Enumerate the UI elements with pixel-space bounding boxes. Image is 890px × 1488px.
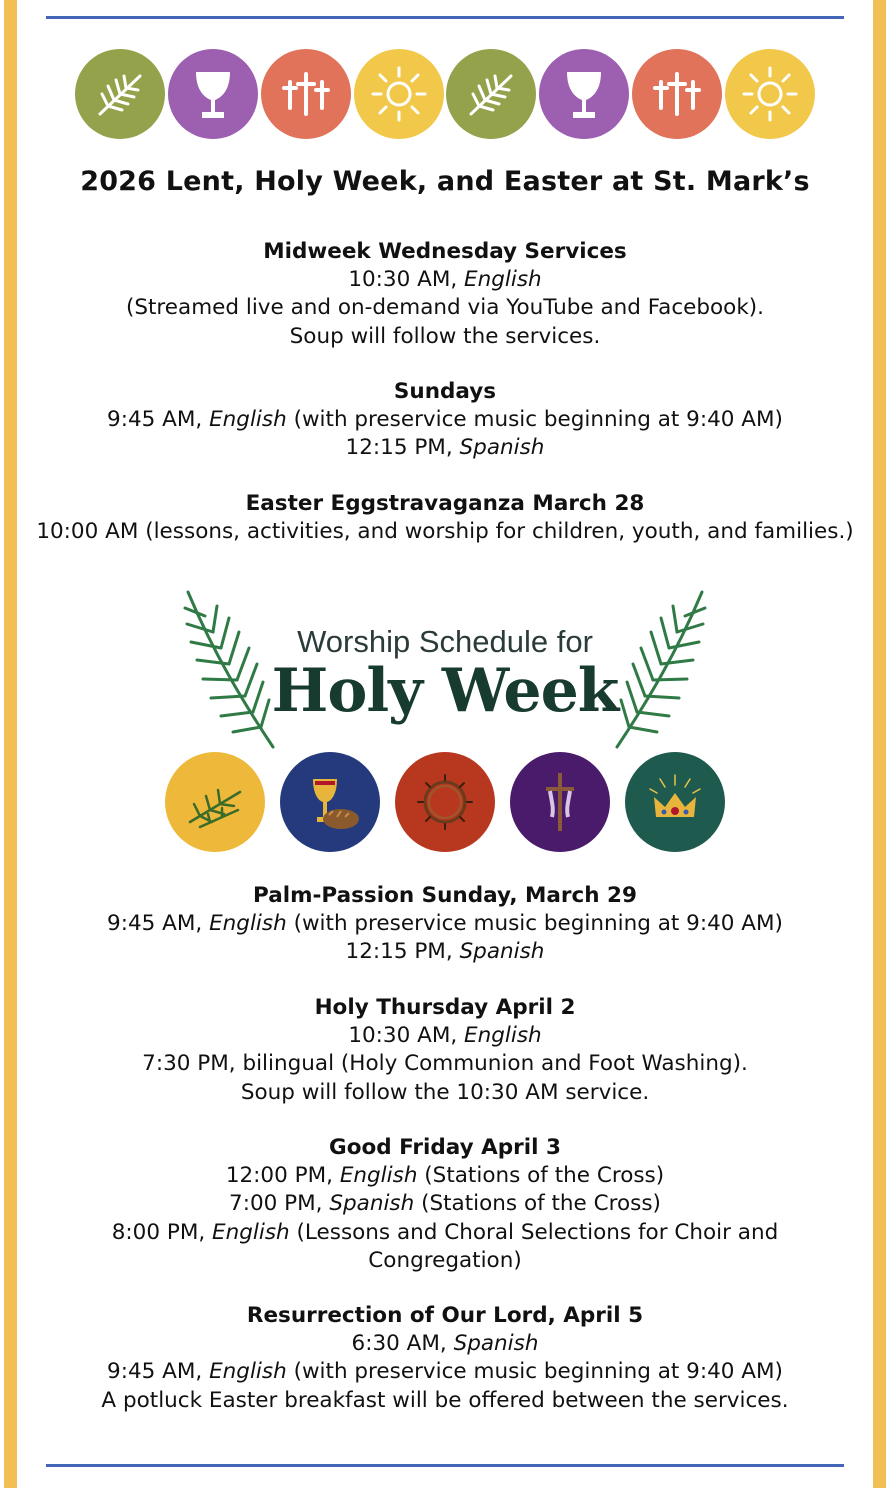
service-language: Spanish	[329, 1191, 415, 1217]
section-heading: Sundays	[393, 379, 497, 404]
service-time: 8:00 PM,	[111, 1219, 213, 1245]
holy-week-banner	[165, 578, 725, 858]
service-note: 10:00 AM (lessons, activities, and worship for children, youth, and families.)	[36, 519, 854, 545]
service-language: English	[339, 1163, 418, 1189]
palm-branches-icon	[165, 752, 265, 852]
palm-sunday-section	[20, 882, 870, 967]
service-language: English	[209, 407, 287, 433]
service-time: 12:15 PM,	[345, 939, 460, 965]
service-time: 9:45 AM,	[107, 911, 210, 937]
holy-week-icon-row	[165, 752, 725, 852]
service-language: English	[209, 911, 287, 937]
bottom-divider	[46, 1464, 844, 1467]
service-language: English	[212, 1219, 290, 1245]
right-border-bar	[873, 0, 886, 1488]
service-time: 12:15 PM,	[345, 435, 460, 461]
service-note: (Streamed live and on-demand via YouTube and Facebook).	[125, 295, 765, 321]
eggstravaganza-section	[20, 490, 870, 546]
service-language: English	[464, 1023, 542, 1049]
service-language: Spanish	[459, 435, 545, 461]
service-note: Soup will follow the 10:30 AM service.	[240, 1079, 650, 1105]
sun-icon	[725, 49, 815, 139]
service-time: 10:30 AM,	[348, 1023, 465, 1049]
service-note: (with preservice music beginning at 9:40 AM)	[286, 1359, 783, 1385]
palm-icon	[75, 49, 165, 139]
section-heading: Easter Eggstravaganza March 28	[245, 491, 645, 516]
service-note: (with preservice music beginning at 9:40 AM)	[286, 911, 783, 937]
service-note: A potluck Easter breakfast will be offered between the services.	[101, 1387, 789, 1413]
service-note: (Stations of the Cross)	[414, 1191, 661, 1217]
service-time: 9:45 AM,	[107, 1359, 210, 1385]
midweek-section	[20, 238, 870, 351]
sundays-section	[20, 378, 870, 463]
service-note: (with preservice music beginning at 9:40 AM)	[286, 407, 783, 433]
top-icon-strip	[75, 48, 815, 140]
section-heading: Resurrection of Our Lord, April 5	[246, 1303, 644, 1328]
service-note: (Stations of the Cross)	[417, 1163, 665, 1189]
holy-thursday-section	[20, 994, 870, 1107]
page-title: 2026 Lent, Holy Week, and Easter at St. Mark’s	[80, 166, 810, 197]
good-friday-section	[20, 1134, 870, 1275]
section-heading: Holy Thursday April 2	[314, 995, 576, 1020]
service-time: 6:30 AM,	[351, 1331, 454, 1357]
top-divider	[46, 16, 844, 19]
palm-icon	[446, 49, 536, 139]
service-time: 10:30 AM,	[348, 267, 465, 293]
sun-icon	[354, 49, 444, 139]
crown-icon	[625, 752, 725, 852]
bread-and-cup-icon	[280, 752, 380, 852]
service-language: English	[209, 1359, 287, 1385]
service-time: 7:00 PM,	[229, 1191, 330, 1217]
service-note: 7:30 PM, bilingual (Holy Communion and Foot Washing).	[142, 1051, 748, 1077]
service-note: (Lessons and Choral Selections for Choir and	[289, 1219, 779, 1245]
section-heading: Good Friday April 3	[329, 1135, 561, 1160]
easter-section	[20, 1302, 870, 1415]
chalice-icon	[539, 49, 629, 139]
section-heading: Palm-Passion Sunday, March 29	[253, 883, 637, 908]
crosses-icon	[632, 49, 722, 139]
banner-subtitle: Worship Schedule for	[297, 624, 593, 659]
banner-title: Holy Week	[271, 656, 619, 726]
service-note: Soup will follow the services.	[289, 323, 601, 349]
crosses-icon	[261, 49, 351, 139]
crown-of-thorns-icon	[395, 752, 495, 852]
service-language: Spanish	[453, 1331, 539, 1357]
cross-with-cloth-icon	[510, 752, 610, 852]
chalice-icon	[168, 49, 258, 139]
left-border-bar	[4, 0, 17, 1488]
service-time: 9:45 AM,	[107, 407, 210, 433]
service-time: 12:00 PM,	[225, 1163, 340, 1189]
service-language: Spanish	[459, 939, 545, 965]
service-language: English	[464, 267, 542, 293]
section-heading: Midweek Wednesday Services	[263, 239, 627, 264]
service-note: Congregation)	[368, 1247, 522, 1273]
